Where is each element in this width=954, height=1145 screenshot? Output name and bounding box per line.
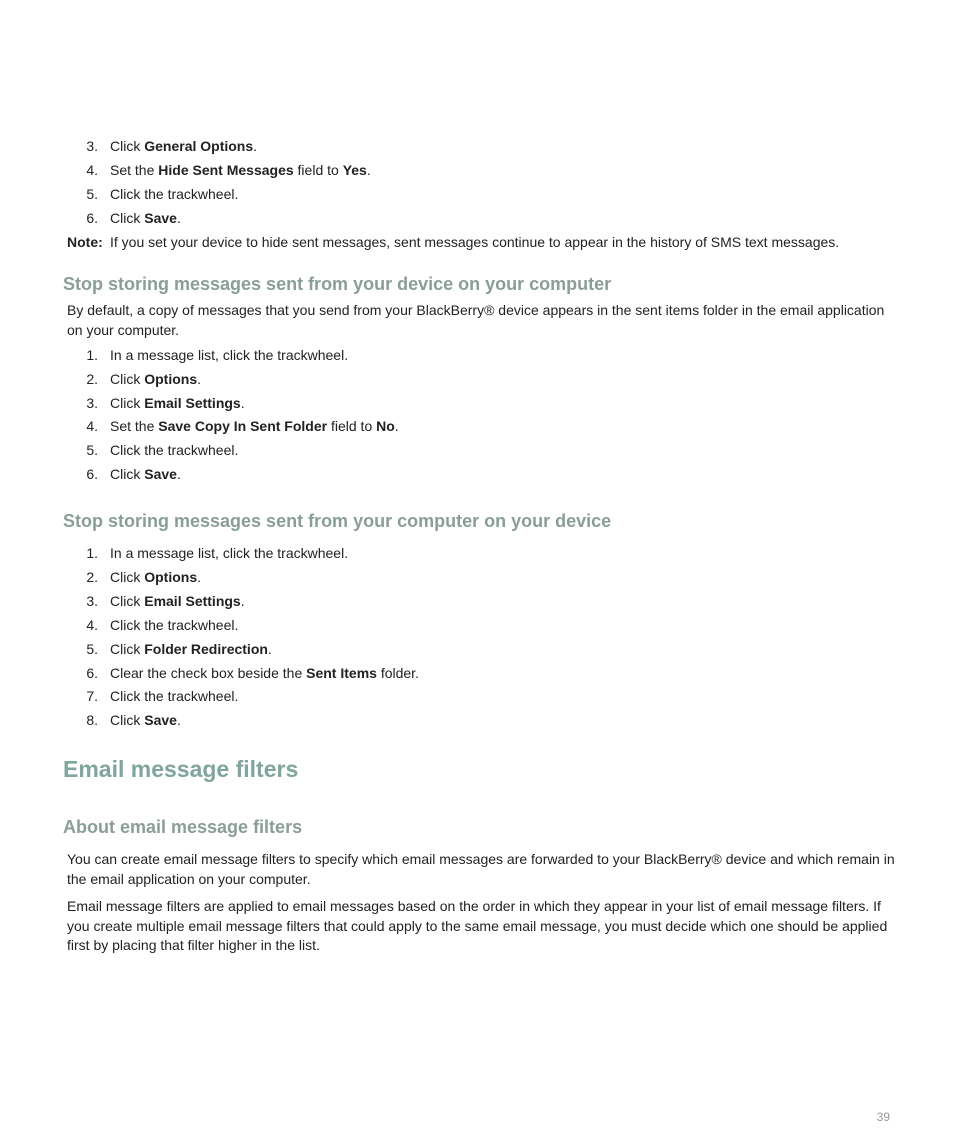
list-item xyxy=(0,160,954,180)
step-emphasis: Save xyxy=(144,466,177,482)
step-emphasis: Save Copy In Sent Folder xyxy=(158,418,328,435)
step-text-part: Click xyxy=(110,712,145,729)
step-text-part: Set the xyxy=(110,418,159,435)
step-text-part: . xyxy=(394,418,399,435)
list-item xyxy=(0,416,954,436)
list-item xyxy=(0,710,954,730)
step-emphasis: Save xyxy=(144,210,177,226)
list-item xyxy=(0,615,954,635)
step-emphasis: Folder Redirection xyxy=(144,640,268,657)
step-number: 4. xyxy=(86,162,98,178)
step-text-part: . xyxy=(197,568,202,585)
step-text-part: . xyxy=(253,138,258,154)
step-text-part: In a message list, click the trackwheel. xyxy=(110,545,349,561)
step-text xyxy=(110,663,419,683)
step-text xyxy=(110,710,181,730)
note xyxy=(0,232,954,252)
step-text-part: Click the trackwheel. xyxy=(110,688,239,705)
step-text xyxy=(110,639,272,659)
step-text xyxy=(110,440,238,460)
step-text xyxy=(110,416,399,436)
step-text-part: Click xyxy=(110,370,145,387)
step-text xyxy=(110,345,348,365)
step-text-part: Set the xyxy=(110,162,159,178)
list-item xyxy=(0,464,954,484)
step-emphasis: Sent Items xyxy=(306,664,377,681)
list-item xyxy=(0,208,954,228)
step-text-part: . xyxy=(176,466,181,482)
step-emphasis: General Options xyxy=(144,138,254,154)
chapter-heading: Email message filters xyxy=(63,756,299,782)
step-number: 3. xyxy=(86,592,98,609)
step-number: 2. xyxy=(86,568,98,585)
step-number: 1. xyxy=(86,347,98,363)
step-emphasis: Options xyxy=(144,370,198,387)
paragraph-2: Email message filters are applied to email messages based on the order in which they appear in your list of email message filters. If you create multiple email message filters that could apply to the same email message, you must decide which one should be applied first by placing that filter higher in the list. xyxy=(67,898,888,953)
step-text-part: . xyxy=(176,712,181,729)
list-item xyxy=(0,136,954,156)
step-text-part: . xyxy=(197,370,202,387)
list-item xyxy=(0,591,954,611)
step-number: 5. xyxy=(86,442,98,459)
list-item xyxy=(0,440,954,460)
step-text-part: Click xyxy=(110,394,145,411)
step-number: 6. xyxy=(86,664,98,681)
step-emphasis: Hide Sent Messages xyxy=(158,162,294,178)
step-text xyxy=(110,160,371,180)
step-emphasis: Yes xyxy=(342,162,367,178)
step-text-part: Click the trackwheel. xyxy=(110,186,239,202)
step-number: 5. xyxy=(86,640,98,657)
section-heading-computer-to-device: Stop storing messages sent from your computer on your device xyxy=(63,511,612,531)
step-text-part: Click the trackwheel. xyxy=(110,442,239,459)
step-number: 4. xyxy=(86,418,98,435)
step-text-part: Click xyxy=(110,640,145,657)
section-intro: By default, a copy of messages that you send from your BlackBerry® device appears in the sent items folder in the email application on your computer. xyxy=(67,302,885,338)
step-number: 5. xyxy=(86,186,98,202)
step-number: 6. xyxy=(86,466,98,482)
list-item xyxy=(0,663,954,683)
step-text-part: field to xyxy=(293,162,343,178)
list-item xyxy=(0,639,954,659)
paragraph-1: You can create email message filters to specify which email messages are forwarded to your BlackBerry® device and which remain in the email application on your computer. xyxy=(67,851,895,887)
subsection-heading: About email message filters xyxy=(63,817,303,837)
step-emphasis: Options xyxy=(144,568,198,585)
step-text-part: Click xyxy=(110,210,145,226)
note-label: Note: xyxy=(67,234,103,250)
step-number: 8. xyxy=(86,712,98,729)
step-text xyxy=(110,369,201,389)
section-heading-device-to-computer: Stop storing messages sent from your device on your computer xyxy=(63,274,612,294)
step-text-part: In a message list, click the trackwheel. xyxy=(110,347,349,363)
list-item xyxy=(0,184,954,204)
note-text: If you set your device to hide sent messages, sent messages continue to appear in the history of SMS text messages. xyxy=(110,234,840,250)
step-text xyxy=(110,686,238,706)
list-item xyxy=(0,567,954,587)
step-emphasis: Email Settings xyxy=(144,394,241,411)
step-text xyxy=(110,184,238,204)
step-text xyxy=(110,615,238,635)
step-emphasis: No xyxy=(376,418,395,435)
step-text-part: . xyxy=(240,592,245,609)
step-text xyxy=(110,567,201,587)
step-number: 1. xyxy=(86,545,98,561)
list-item xyxy=(0,686,954,706)
step-text-part: Click xyxy=(110,138,145,154)
list-item xyxy=(0,543,954,563)
step-number: 6. xyxy=(86,210,98,226)
step-text-part: Click xyxy=(110,568,145,585)
step-emphasis: Email Settings xyxy=(144,592,241,609)
step-text xyxy=(110,464,181,484)
list-item xyxy=(0,345,954,365)
list-item xyxy=(0,369,954,389)
step-text-part: Click xyxy=(110,592,145,609)
step-text-part: . xyxy=(240,394,245,411)
step-number: 3. xyxy=(86,138,98,154)
step-text-part: field to xyxy=(327,418,377,435)
step-text-part: . xyxy=(267,640,272,657)
step-text-part: Click xyxy=(110,466,145,482)
step-text xyxy=(110,591,245,611)
step-text xyxy=(110,393,245,413)
step-emphasis: Save xyxy=(144,712,177,729)
step-text-part: . xyxy=(366,162,371,178)
page-number: 39 xyxy=(876,1110,890,1124)
step-number: 3. xyxy=(86,394,98,411)
step-number: 4. xyxy=(86,616,98,633)
step-number: 2. xyxy=(86,370,98,387)
step-text-part: . xyxy=(176,210,181,226)
step-text-part: Click the trackwheel. xyxy=(110,616,239,633)
list-item xyxy=(0,393,954,413)
step-number: 7. xyxy=(86,688,98,705)
step-text xyxy=(110,136,257,156)
step-text-part: folder. xyxy=(376,664,419,681)
step-text-part: Clear the check box beside the xyxy=(110,664,307,681)
step-text xyxy=(110,543,348,563)
step-text xyxy=(110,208,181,228)
